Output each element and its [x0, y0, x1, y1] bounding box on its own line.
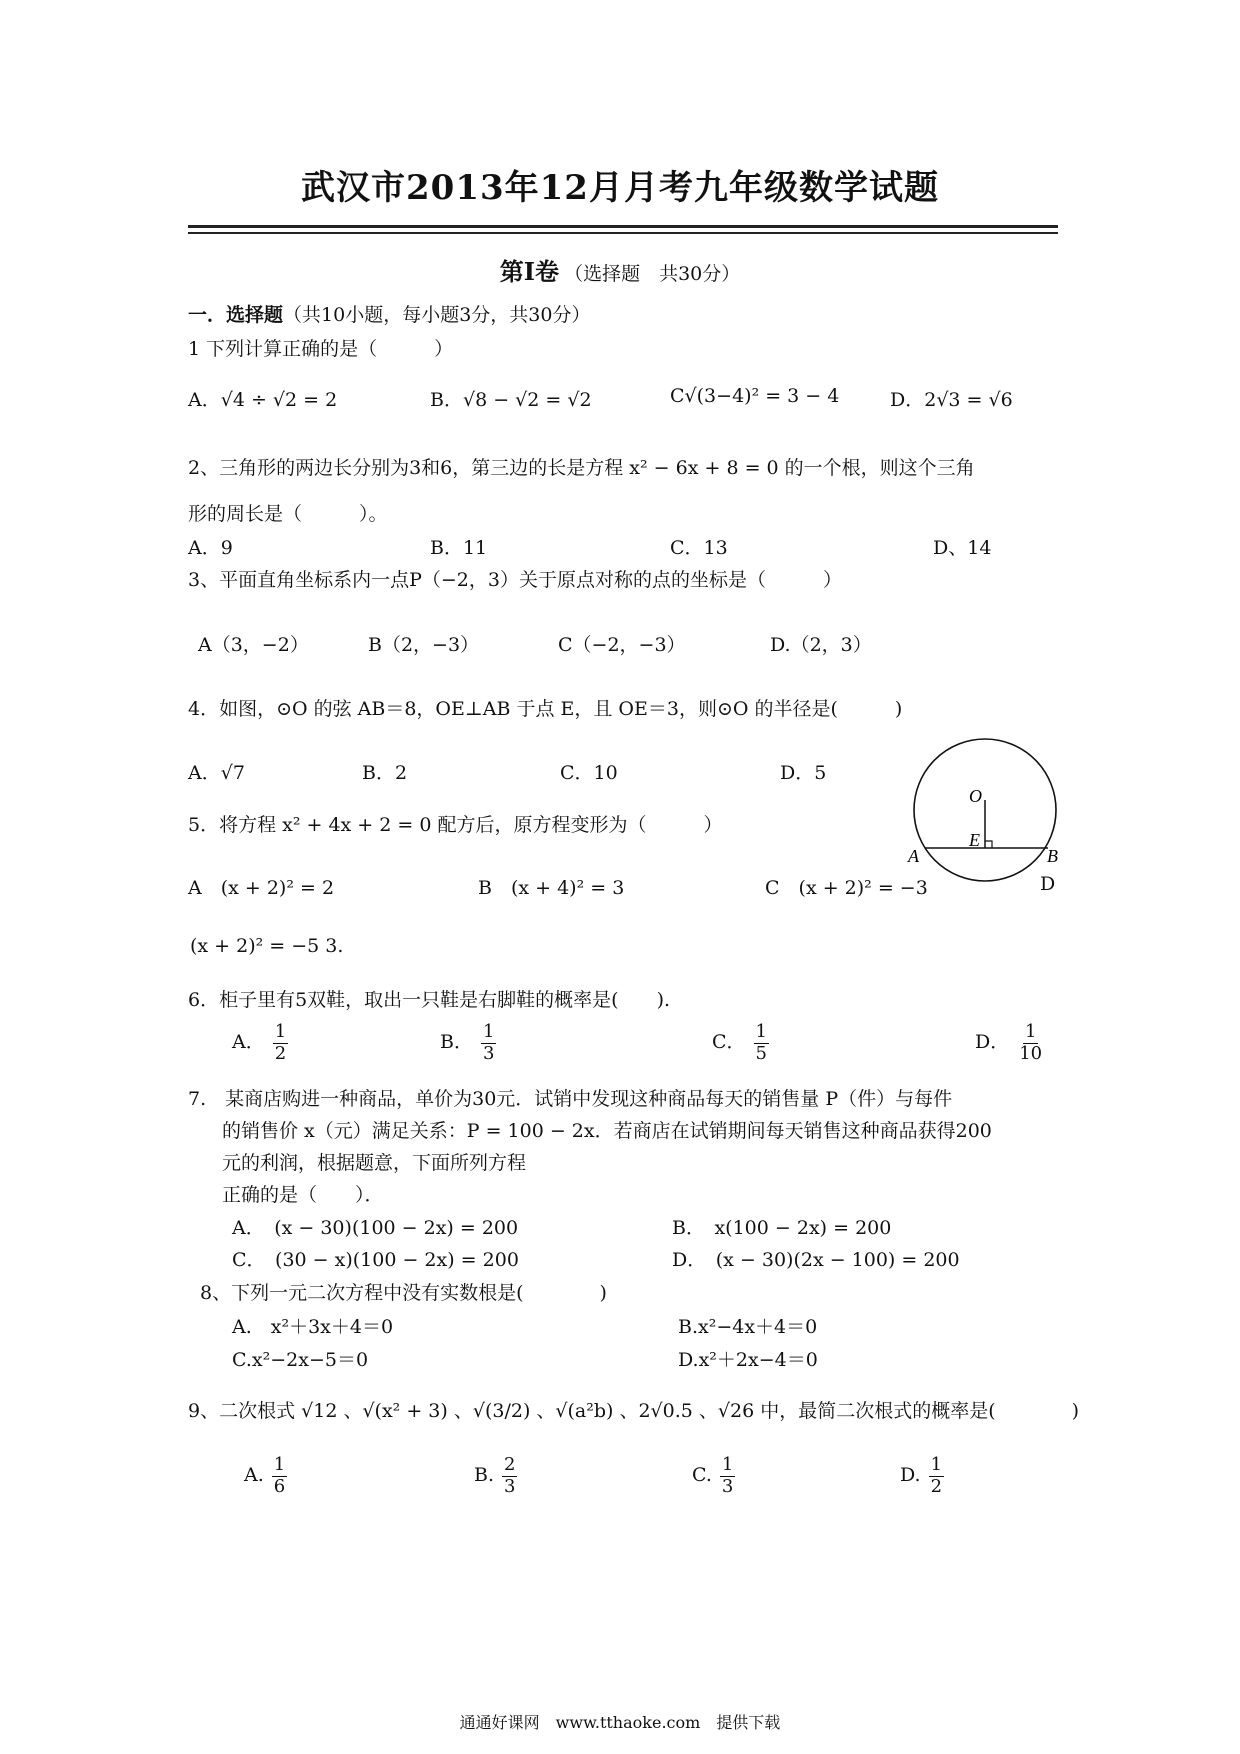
title-rule-thick [188, 225, 1058, 228]
q9-option-a-label: A. [244, 1464, 264, 1487]
q7-stem-line1: 7. 某商店购进一种商品，单价为30元．试销中发现这种商品每天的销售量 P（件）与每件 [188, 1088, 953, 1110]
q1-option-c: C√(3−4)² = 3 − 4 [670, 385, 840, 407]
q7-stem-line3: 元的利润，根据题意，下面所列方程 [222, 1152, 527, 1174]
q4-stem: 4．如图，⊙O 的弦 AB＝8，OE⊥AB 于点 E，且 OE＝3，则⊙O 的半径是( ) [188, 698, 903, 720]
part-heading [188, 300, 590, 327]
q1-option-b: B．√8 − √2 = √2 [430, 389, 592, 411]
q5-stem: 5．将方程 x² + 4x + 2 = 0 配方后，原方程变形为（ ） [188, 814, 723, 836]
q9-option-a-fraction [272, 1455, 287, 1497]
q3-option-b: B（2，−3） [368, 634, 480, 656]
q4-option-c: C．10 [560, 762, 618, 784]
label-a: A [908, 846, 919, 866]
q4-option-a: A．√7 [188, 762, 245, 784]
q7-option-a: A． (x − 30)(100 − 2x) = 200 [232, 1217, 519, 1239]
part-label: 一．选择题 [188, 304, 284, 326]
q6-option-d [975, 1022, 1044, 1064]
q5-option-b: B (x + 4)² = 3 [478, 877, 625, 899]
q3-option-d: D.（2，3） [770, 634, 872, 656]
q6-option-a-label: A． [232, 1031, 265, 1054]
circle-figure [905, 730, 1065, 895]
q7-option-c: C． (30 − x)(100 − 2x) = 200 [232, 1249, 519, 1271]
footer-credit: 通通好课网 www.tthaoke.com 提供下载 [459, 1713, 781, 1732]
q7-option-d: D． (x − 30)(2x − 100) = 200 [672, 1249, 960, 1271]
q6-option-a-num: 1 [274, 1021, 287, 1042]
q6-option-d-den: 10 [1019, 1042, 1043, 1064]
q9-option-c [692, 1455, 735, 1497]
q8-option-d: D.x²＋2x−4＝0 [678, 1349, 818, 1371]
q8-option-b: B.x²−4x＋4＝0 [678, 1316, 818, 1338]
q2-stem-line2: 形的周长是（ ）。 [188, 503, 388, 525]
q5-option-c: C (x + 2)² = −3 [765, 877, 928, 899]
q8-option-c: C.x²−2x−5＝0 [232, 1349, 369, 1371]
q7-stem-line2: 的销售价 x（元）满足关系：P = 100 − 2x．若商店在试销期间每天销售这种商品获得200 [222, 1120, 992, 1142]
q5-option-a: A (x + 2)² = 2 [188, 877, 335, 899]
q3-stem: 3、平面直角坐标系内一点P（−2，3）关于原点对称的点的坐标是（ ） [188, 569, 842, 591]
q9-option-b-den: 3 [504, 1475, 516, 1497]
q6-option-d-fraction [1017, 1022, 1044, 1064]
q9-option-b-num: 2 [504, 1454, 516, 1475]
q9-option-c-fraction [720, 1455, 735, 1497]
q6-stem: 6．柜子里有5双鞋，取出一只鞋是右脚鞋的概率是( ). [188, 989, 671, 1011]
q6-option-d-num: 1 [1024, 1021, 1037, 1042]
q9-option-a-num: 1 [273, 1454, 286, 1475]
q2-option-b: B．11 [430, 537, 488, 559]
section-subtitle: （选择题 共30分） [564, 263, 741, 285]
q3-option-a: A（3，−2） [198, 634, 309, 656]
q1-option-d: D．2√3 = √6 [890, 389, 1013, 411]
q6-option-b-label: B． [440, 1031, 473, 1054]
q5-option-d-value: (x + 2)² = −5 3. [190, 935, 344, 957]
q9-option-c-label: C. [692, 1464, 712, 1487]
q7-stem-line4: 正确的是（ ）． [222, 1184, 384, 1206]
q6-option-b-den: 3 [482, 1042, 495, 1064]
q5-option-d: D [1040, 873, 1056, 895]
q9-stem: 9、二次根式 √12 、√(x² + 3) 、√(3/2) 、√(a²b) 、2√0.5 、√26 中，最简二次根式的概率是( ) [188, 1400, 1080, 1422]
q9-option-b [474, 1455, 517, 1497]
q6-option-a [232, 1022, 288, 1064]
page-title: 武汉市2013年12月月考九年级数学试题 [301, 168, 939, 208]
q6-option-a-den: 2 [274, 1042, 287, 1064]
q3-option-c: C（−2，−3） [558, 634, 686, 656]
part-detail: （共10小题，每小题3分，共30分） [283, 304, 591, 326]
q6-option-c [712, 1022, 769, 1064]
q9-option-d-num: 1 [930, 1454, 943, 1475]
q4-option-b: B．2 [362, 762, 408, 784]
q6-option-c-fraction [754, 1022, 769, 1064]
q6-option-c-den: 5 [755, 1042, 767, 1064]
q6-option-b-fraction [481, 1022, 496, 1064]
q6-option-a-fraction [273, 1022, 288, 1064]
title-rule-thin [188, 232, 1058, 234]
q9-option-a [244, 1455, 287, 1497]
right-angle-mark [985, 841, 992, 848]
q7-option-b: B． x(100 − 2x) = 200 [672, 1217, 892, 1239]
q6-option-d-label: D． [975, 1031, 1010, 1054]
label-e: E [969, 830, 980, 850]
label-o: O [969, 786, 982, 806]
label-b: B [1047, 846, 1058, 866]
q9-option-b-fraction [502, 1455, 517, 1497]
q6-option-c-num: 1 [755, 1021, 767, 1042]
q6-option-c-label: C． [712, 1031, 746, 1054]
q9-option-d [900, 1455, 944, 1497]
q9-option-b-label: B. [474, 1464, 495, 1487]
q9-option-c-num: 1 [721, 1454, 734, 1475]
q2-stem-line1: 2、三角形的两边长分别为3和6，第三边的长是方程 x² − 6x + 8 = 0 的一个根，则这个三角 [188, 457, 975, 479]
q2-option-c: C．13 [670, 537, 728, 559]
q9-option-d-den: 2 [930, 1475, 943, 1497]
q1-stem: 1 下列计算正确的是（ ） [188, 338, 454, 360]
q1-option-a: A．√4 ÷ √2 = 2 [188, 389, 338, 411]
q6-option-b [440, 1022, 496, 1064]
q8-option-a: A. x²＋3x＋4＝0 [232, 1316, 394, 1338]
q9-option-c-den: 3 [721, 1475, 734, 1497]
q2-option-a: A．9 [188, 537, 233, 559]
q2-option-d: D、14 [933, 537, 992, 559]
q9-option-a-den: 6 [273, 1475, 286, 1497]
section-title: 第Ⅰ卷 [499, 257, 559, 286]
q6-option-b-num: 1 [482, 1021, 495, 1042]
q9-option-d-label: D. [900, 1464, 921, 1487]
q4-option-d: D．5 [780, 762, 827, 784]
q9-option-d-fraction [929, 1455, 944, 1497]
section-heading [0, 252, 1240, 287]
q8-stem: 8、下列一元二次方程中没有实数根是( ) [200, 1282, 607, 1304]
